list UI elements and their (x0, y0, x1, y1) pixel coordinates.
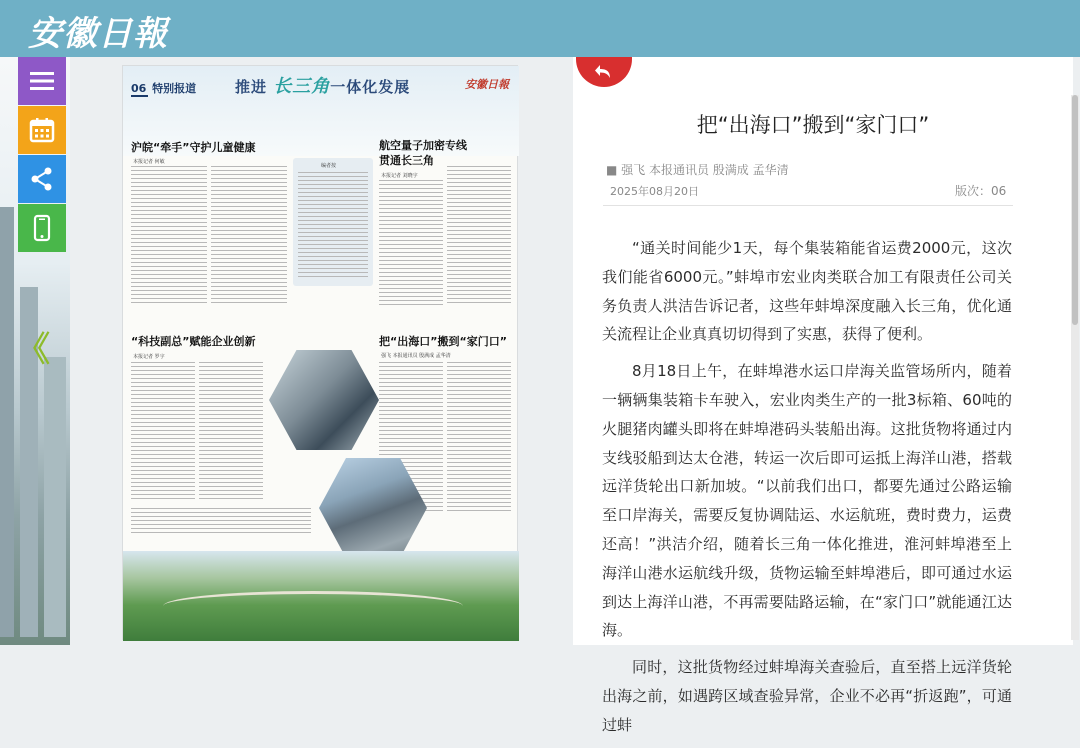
banner-prefix: 推进 (235, 78, 268, 96)
menu-button[interactable] (18, 57, 66, 105)
page-banner (235, 72, 410, 98)
banner-highlight: 长三角 (273, 76, 331, 97)
newspaper-article-title-line: 航空量子加密专线 (379, 139, 467, 152)
back-arrow-icon (594, 64, 614, 80)
back-button[interactable] (576, 57, 632, 87)
menu-icon (28, 67, 56, 95)
newspaper-photo (269, 350, 379, 450)
banner-suffix: 一体化发展 (330, 78, 411, 96)
newspaper-article-title[interactable]: 沪皖“牵手”守护儿童健康 (131, 141, 256, 154)
newspaper-article-byline: 本报记者 罗宇 (133, 354, 165, 360)
article-authors: ■ 强飞 本报通讯员 殷满成 孟华清 (606, 163, 789, 177)
site-logo[interactable]: 安徽日報 (28, 14, 168, 54)
newspaper-text-block (447, 362, 511, 512)
editor-note-box (293, 158, 373, 286)
share-button[interactable] (18, 155, 66, 203)
page-number (131, 80, 196, 96)
newspaper-text-block (131, 166, 207, 306)
newspaper-article-byline: 本报记者 何敏 (133, 159, 165, 165)
newspaper-text-block (379, 180, 443, 305)
mobile-button[interactable] (18, 204, 66, 252)
newspaper-article-title[interactable]: 把“出海口”搬到“家门口” (379, 335, 507, 348)
landscape-road (163, 591, 463, 621)
newspaper-text-block (131, 362, 195, 502)
newspaper-article-title-line: 贯通长三角 (379, 154, 434, 167)
building-decoration (44, 357, 66, 637)
building-decoration (0, 207, 14, 637)
newspaper-article-byline: 强飞 本报通讯员 殷满成 孟华清 (381, 353, 451, 359)
newspaper-landscape-image (123, 551, 519, 641)
newspaper-text-block (199, 362, 263, 502)
article-date: 2025年08月20日 (610, 185, 699, 198)
newspaper-article-title[interactable]: “科技副总”赋能企业创新 (131, 335, 256, 348)
calendar-button[interactable] (18, 106, 66, 154)
scrollbar-thumb[interactable] (1072, 95, 1078, 325)
newspaper-article-title[interactable] (379, 138, 467, 168)
mobile-phone-icon (28, 214, 56, 242)
newspaper-text-block (298, 172, 368, 280)
newspaper-text-block (447, 166, 511, 305)
calendar-icon (28, 116, 56, 144)
top-bar (0, 0, 1080, 57)
newspaper-page[interactable] (122, 65, 518, 640)
page-section: 特别报道 (152, 82, 197, 95)
article-paragraph: 8月18日上午，在蚌埠港水运口岸海关监管场所内，随着一辆辆集装箱卡车驶入，宏业肉类生产的一批3标箱、60吨的火腿猪肉罐头即将在蚌埠港码头装船出海。这批货物将通过内支线驳船到达太仓港，转运一次后即可运抵上海洋山港，搭载远洋货轮出口新加坡。“以前我们出口，都要先通过公路运输至口岸海关，需要反复协调陆运、水运航班，费时费力，运费还高！”洪洁介绍，随着长三角一体化推进，淮河蚌埠港至上海洋山港水运航线升级，货物运输至蚌埠港后，即可通过水运到达上海洋山港，不再需要陆路运输，在“家门口”就能通江达海。 (602, 362, 1012, 640)
newspaper-text-block (131, 508, 311, 534)
article-paragraph: 同时，这批货物经过蚌埠海关查验后，直至搭上远洋货轮出海之前，如遇跨区域查验异常，企业不必再“折返跑”，可通过蚌 (602, 658, 1012, 734)
newspaper-text-block (211, 166, 287, 306)
share-icon (28, 165, 56, 193)
article-title: 把“出海口”搬到“家门口” (696, 113, 930, 137)
article-body (602, 234, 1012, 748)
previous-page-arrow-icon[interactable]: 《 (16, 330, 50, 370)
divider (603, 205, 1013, 206)
newspaper-article-byline: 本报记者 刘晓宇 (381, 173, 418, 179)
article-edition: 版次：06 (955, 184, 1007, 198)
article-scrollbar[interactable] (1071, 95, 1079, 640)
newspaper-logo: 安徽日報 (465, 78, 509, 91)
editor-note-title: 编者按 (321, 163, 337, 169)
page-number-value: 06 (131, 82, 147, 95)
article-panel (573, 57, 1073, 734)
article-paragraph: “通关时间能少1天，每个集装箱能省运费2000元，这次我们能省6000元。”蚌埠市宏业肉类联合加工有限责任公司关务负责人洪洁告诉记者，这些年蚌埠深度融入长三角，优化通关流程让企业真真切切得到了实惠，获得了便利。 (602, 239, 1012, 344)
